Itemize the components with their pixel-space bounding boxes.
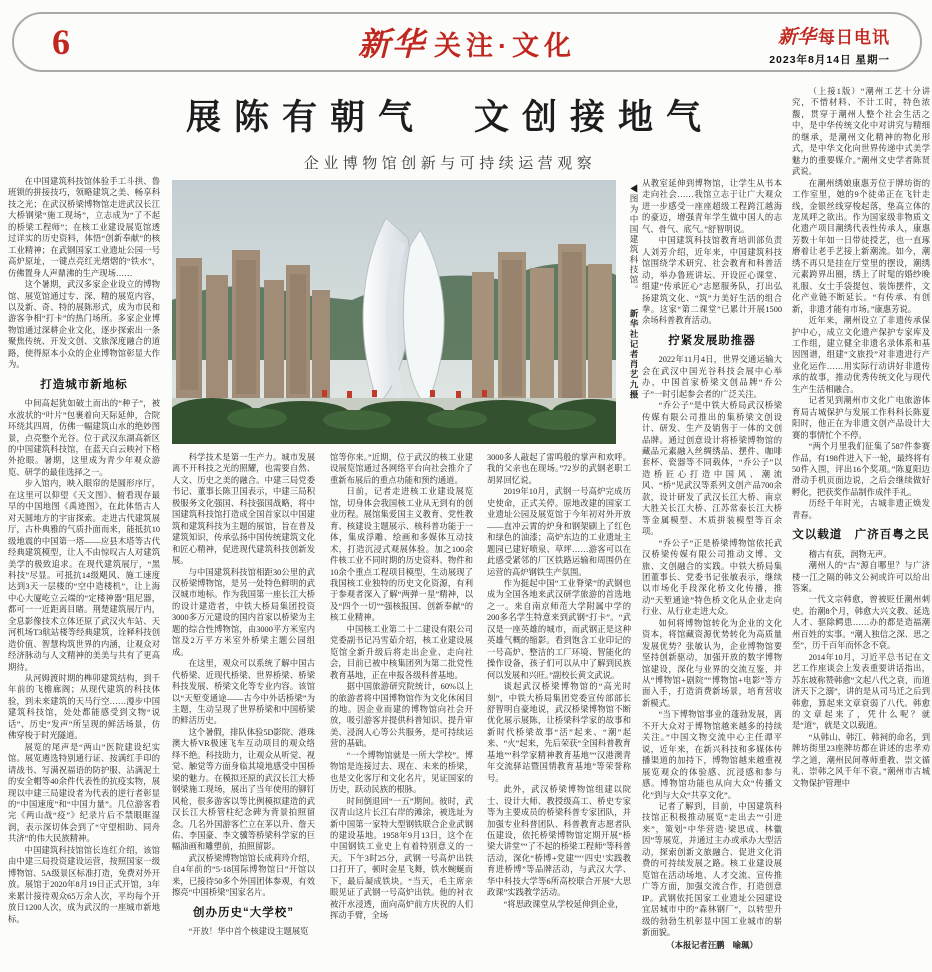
page-header <box>12 12 922 72</box>
text-column-4 <box>487 452 631 966</box>
paragraph: 据中国旅游研究院统计，60%以上的旅游者将中国博物馆作为文化休闲目的地。因企业而建的博物馆向社会开放，吸引游客并提供科普知识、提升审美、浸润人心等公共服务，是可持续运营的基础。 <box>330 682 473 749</box>
paragraph: 此外，武汉桥梁博物馆组建以院士、设计大师、教授级高工、桥史专家等为主要成员的桥梁科普专家团队，并加强专业科普团队、科普教育志愿者队伍建设，依托桥梁博物馆定期开展“桥梁大讲堂”“了不起的桥梁工程师”等科普活动，深化“桥博+党建”“‘四史’实践教育进桥博”等品牌活动，与武汉大学、华中科技大学等6所高校联合开展“大思政课”实践教学活动。 <box>487 785 631 898</box>
subheadline: 企业博物馆创新与可持续运营观察 <box>303 155 597 172</box>
museum-photo <box>172 180 616 444</box>
text-column-3 <box>330 452 473 966</box>
main-headline: 展陈有朝气 文创接地气 <box>185 98 714 137</box>
paragraph: “乔公子”是中铁大桥局武汉桥梁传媒有限公司推出的集桥梁文创设计、研发、生产及销售于一体的文创品牌。通过创意设计将桥梁博物馆的藏品元素融入丝绸绣品、摆件、咖啡套杯、瓷器等不同载体，“乔公子”以造桥匠心打造中国风、潮流风、“桥”见武汉等系列文创产品700余款，设计研发了武汉长江大桥、南京大胜关长江大桥、江苏常泰长江大桥等金属模型、木质拼装模型等百余项。 <box>642 401 782 537</box>
text-column-5 <box>642 178 782 966</box>
paragraph: “从韩山、韩江、韩祠的命名，到牌坊街里23座牌坊都在讲述的忠孝劝学之道，潮州民间尊师重教、崇文循礼、崇韩之风千年不衰。”潮州市古城文物保护管理中 <box>792 732 930 788</box>
masthead-logo: 新华 <box>777 27 816 48</box>
photo-caption <box>617 184 640 446</box>
paragraph: 在这里，观众可以系统了解中国古代桥梁、近现代桥梁、世界桥梁、桥梁科技发展、桥梁文化等专业内容。该馆以“天堑变通途——古今中外话桥梁”为主题，生动呈现了世界桥梁和中国桥梁的鲜活历史。 <box>172 659 315 726</box>
photo-caption-text: ◀图为中国建筑科技馆。 <box>629 184 639 296</box>
headline-block <box>150 90 750 173</box>
paragraph: 中国建筑科技馆教育培训部负责人刘芳介绍，近年来，中国建筑科技馆围绕学术研究、社会教育和科普活动，举办鲁班讲坛、开设匠心课堂、组建“传承匠心”志愿服务队，打出弘扬建筑文化、“筑”力美好生活的组合拳。这家“第二课堂”已累计开展1500余场科普教育活动。 <box>642 236 782 326</box>
section-heading: 拧紧发展助推器 <box>668 334 756 347</box>
byline: （本报记者汪鹏 喻珮） <box>666 940 758 951</box>
paragraph: 2019年10月，武钢一号高炉完成历史使命，正式关停。原地改建的国家工业遗址公园及展览馆于今年初对外开放——直冲云霄的炉身和钢架刷上了红色和绿色的油漆；高炉东边的工业遗址主题园已建好喷泉、草坪……游客可以在此感受紧邻的厂区铁路运输和周围仍在运营的高炉钢铁生产氛围。 <box>487 487 631 577</box>
paragraph: “将思政课堂从学校延伸到企业， <box>503 899 624 909</box>
section-title: 关注·文化 <box>434 31 576 61</box>
paragraph: 展览的尾声是“两山”医院建设纪实馆。展览遴选特别通行证、按满红手印的请战书、写满祝福语的防护服、沾满泥土的安全帽等40余件代表性的抗疫实物，展现以中建三局建设者为代表的逆行者彰显的“中国速度”和“中国力量”。几位游客看完《两山战“疫”》纪录片后不禁眼眶湿润，表示深切体会到了“守望相助、同舟共济”的伟大民族精神。 <box>8 742 160 844</box>
paragraph: 在潮州绣娘康惠芳位于牌坊街的工作室里，她的9个徒弟正在飞针走线，金银丝线穿梭起落，垫高立体的龙凤呼之欲出。作为国家级非物质文化遗产项目潮绣代表性传承人，康惠芳数十年如一日带徒授艺，也一直琢磨着让老手艺接上新潮流。如今，潮绣不再只是挂在厅堂里的摆设，潮绣元素跨界出圈，绣上了时髦的婚纱晚礼服、女士手袋提包、装饰摆件，文化产业链不断延长。“有传承、有创新，非遗才能有市场。”康惠芳说。 <box>792 178 930 314</box>
paragraph: 2022年11月4日，世界交通运输大会在武汉中国光谷科技会展中心举办，中国首家桥梁文创品牌“乔公子”一时引起参会者的广泛关注。 <box>642 355 782 399</box>
paragraph: 一代文宗韩愈，曾被贬任潮州刺史。治潮8个月，韩愈大兴文教、延选人才、驱除鳄患……办的都是造福潮州百姓的实事。“潮人独信之深、思之至”，历千百年而怀念不衰。 <box>792 595 930 651</box>
paragraph: 步入馆内，映入眼帘的是圆形序厅，在这里可以仰望《天文图》、俯看现存最早的中国地图《禹迹图》，在此体悟古人对天圆地方的宇宙探索。走进古代建筑展厅，古朴典雅的气质扑面而来，能抵抗10级地震的中国第一塔——应县木塔等古代经典建筑模型，让人不由惊叹古人对建筑美学的极致追求。在现代建筑展厅，“黑科技”尽显。可抵抗14级飓风、施工速度达到3天一层楼的“空中造楼机”，让上海中心大厦屹立云端的“定楼神器”阻尼器，都可一一近距离目睹。荆楚建筑展厅内，全息影像技术立体还原了武汉火车站、天河机场T3航站楼等经典建筑，诠释科技创造价值、智慧构筑世界的内涵，让观众对经济脉动与人文精神的美美与共有了更高期待。 <box>8 479 160 672</box>
paragraph: 记者了解到，目前，中国建筑科技馆正积极推动展览“走出去”“引进来”，策划“中华营造·梁思成、林徽因”等展览，并通过主办或承办大型活动，探索创新文旅融合、促进文化消费的可持续发展之路。核工业建设展览馆在活动场地、人才交流、宣传推广等方面，加强交流合作，打造创意IP。武钢依托国家工业遗址公园建设宜居城市中的“森林钢厂”，以转型升级的勃勃生机彰显中国工业城市的崭新面貌。 <box>642 802 782 937</box>
paragraph: “当下博物馆事业的蓬勃发展，离不开大众对于博物馆越来越多的持续关注。”中国文物交流中心主任谭平说，近年来，在新兴科技和多媒体传播渠道的加持下，博物馆越来越重视展览观众的体验感、沉浸感和参与感。博物馆功能也从向大众“传播文化”到与大众“共享文化”。 <box>642 710 782 800</box>
paragraph: （上接1版）“潮州工艺十分讲究，不惜材料、不计工时，特色浓馥，贯穿于潮州人整个社会生活之中，是中华传统文化中对讲究与精细的继承，是潮州文化精神的物化形式，是中华文化向世界传递中式美学魅力的重要媒介。”潮州文史学者陈贤武说。 <box>792 87 930 177</box>
paragraph: 与中国建筑科技馆相距30公里的武汉桥梁博物馆，是另一处特色鲜明的武汉城市地标。作为我国第一座长江大桥的设计建造者，中铁大桥局集团投资3000多万元建设的国内首家以桥梁为主题的综合性博物馆，由3000平方米室内馆及2万平方米室外桥梁主题公园组成。 <box>172 567 315 657</box>
masthead <box>769 22 890 67</box>
section-heading: 打造城市新地标 <box>40 378 128 391</box>
paragraph: 从河姆渡时期的榫卯建筑结构，到千年前的飞檐廊阁；从现代建筑的科技体验，到未来建筑的天马行空……漫步中国建筑科技馆，处处都能感受到文物“说话”、历史“发声”所呈现的鲜活场景，仿佛穿梭于时光隧道。 <box>8 674 160 741</box>
masthead-title: 新华 每日电讯 <box>777 27 890 48</box>
text-column-1 <box>8 176 160 966</box>
paragraph: 中国核工业第二十二建设有限公司党委副书记冯雪茹介绍，核工业建设展览馆全新升级后将走出企业、走向社会，目前已被中核集团列为第二批党性教育基地，正在申报各级科普基地。 <box>330 624 473 680</box>
paragraph: 近年来，潮州设立了非遗传承保护中心，成立文化遗产保护专家库及工作组，建立健全非遗名录体系和基因图谱，组建“文旅投”对非遗进行产业化运作……用实际行动讲好非遗传承的故事，推动优秀传统文化与现代生产生活相融合。 <box>792 316 930 394</box>
paragraph: 这个暑期，武汉多家企业设立的博物馆、展览馆通过专、深、精的展览内容，以及新、奇、特的展陈形式，成为市民和游客争相“打卡”的热门场所。多家企业博物馆通过深耕企业文化，逐步探索出一条聚焦传统、开发文创、文旅深度融合的道路，使得原本小众的企业博物馆彰显大作为。 <box>8 280 160 370</box>
paragraph: 2014年10月，习近平总书记在文艺工作座谈会上发表重要讲话指出，苏东坡称赞韩愈“文起八代之衰，而道济天下之溺”，讲的是从司马迁之后到韩愈，算起来文章衰弱了八代。韩愈的文章起来了，凭什么呢？就是“道”，就是文以载道。 <box>792 652 930 731</box>
paragraph: 中间高起犹如破土而出的“种子”，被水波状的“叶片”包裹着向天际延伸，合院环绕其四周，仿佛一幅建筑山水的绝妙图景，点亮整个光谷。位于武汉东湖高新区的中国建筑科技馆，在蓝天白云映衬下格外抢眼。暑期，这里成为青少年观众游览、研学的最佳选择之一。 <box>8 399 160 477</box>
text-column-2 <box>172 452 315 966</box>
paragraph: 武汉桥梁博物馆馆长成莉玲介绍，自4年前的“5·18国际博物馆日”开馆以来，已接待50多个外国团体参观，有效擦亮“中国桥梁”国家名片。 <box>172 853 315 898</box>
paragraph: “两个月里我们征集了587件参赛作品，有198件进入下一轮，最终将有50件入围，评出16个奖项。”陈夏阳边滑动手机页面边说，之后会继续做好孵化，把获奖作品制作成伴手礼。 <box>792 442 930 497</box>
paragraph: 馆等你来。”近期，位于武汉的核工业建设展览馆通过各网络平台向社会推介了重新布展后的重点功能和预约通道。 <box>330 453 473 485</box>
paragraph: 潮州人的“古”源自哪里？与广济楼一江之隔的韩文公祠或许可以给出答案。 <box>792 561 930 594</box>
paragraph: 中国建筑科技馆馆长连红介绍，该馆由中建三局投资建设运营，按照国家一级博物馆、5A级景区标准打造，免费对外开放。展馆于2020年8月19日正式开馆，3年来累计接待观众65万余人次，平均每个开放日1200人次，成为武汉的一座城市新地标。 <box>8 845 160 924</box>
paragraph: 从教室延伸到博物馆，让学生从书本走向社会……我馆立志于让广大观众进一步感受一座座超级工程跨江越海的豪迈，增强青年学生做中国人的志气、骨气、底气。”舒智明说。 <box>642 179 782 234</box>
paragraph: 记者见到潮州市文化广电旅游体育局古城保护与发展工作科科长陈夏阳时，他正在为非遗文创产品设计大赛的事情忙个不停。 <box>792 396 930 440</box>
xinhua-logo: 新华 <box>357 25 426 63</box>
paragraph: 在中国建筑科技馆体验手工斗拱、鲁班锁的拼接技巧，领略建筑之美、畅享科技之光；在武汉桥梁博物馆走进武汉长江大桥钢梁“施工现场”，立志成为“了不起的桥梁工程师”；在核工业建设展览馆透过详实的历史资料，体悟“创新奉献”的核工业精神；在武钢国家工业遗址公园一号高炉原址，一键点亮红光熠熠的“铁水”，仿佛置身人声鼎沸的生产现场…… <box>8 177 160 278</box>
paragraph: 作为挺起中国“工业脊梁”的武钢也成为全国各地来武汉研学旅游的首选地之一。来自南京师范大学附属中学的200多名学生特意来到武钢“打卡”。“武汉是一座英雄的城市，而武钢正是这种英雄气概的缩影。看到饱含工业印记的一号高炉、整洁的工厂环境、智能化的操作设备，孩子们可以从中了解到民族何以发展和兴旺。”副校长黄文武说。 <box>487 578 631 680</box>
paragraph: “一个博物馆就是一所大学校”。博物馆是连接过去、现在、未来的桥梁，也是文化客厅和文化名片，见证国家的历史，跃动民族的根脉。 <box>330 750 473 795</box>
paragraph: 稽古有获，润物无声。 <box>808 549 892 559</box>
paragraph: 科学技术是第一生产力。城市发展离不开科技之光的照耀，也需要自然、人文、历史之美的融合。中建三局党委书记、董事长陈卫国表示，中建三局积极服务文化强国、科技强国战略，将中国建筑科技馆打造成全国首家以中国建筑和建筑科技为主题的展馆，旨在普及建筑知识，传承弘扬中国传统建筑文化和匠心精神，促进现代建筑科技创新发展。 <box>172 453 315 566</box>
museum-photo-illustration <box>172 180 616 444</box>
text-column-continued-article <box>792 86 930 966</box>
paragraph: “乔公子”正是桥梁博物馆依托武汉桥梁传媒有限公司推动文博、文旅、文创融合的实践。中铁大桥局集团董事长、党委书记张敏表示，继续以市场化手段深化桥文化传播，推动“天堑通途”特色桥文化从企业走向行业、从行业走进大众。 <box>642 538 782 617</box>
section-heading: 文以载道 广济百粤之民 <box>792 529 930 542</box>
paragraph: 如何将博物馆转化为企业的文化资本，将馆藏资源优势转化为高质量发展优势？张敏认为，企业博物馆要坚持创新驱动，加强开放的数字博物馆建设，深化与业界的交流互鉴，并从“博物馆+剧院”“博物馆+电影”等方面入手，打造消费新场景，培育营收新模式。 <box>642 618 782 708</box>
paragraph: 日前，记者走进核工业建设展览馆，切身体会我国核工业从无到有的创业历程。展馆集爱国主义教育、党性教育、核建设主题展示、核科普功能于一体，集成浮雕、绘画和多媒体互动技术，打造沉浸式观展体验。加之100余件核工业不同时期的历史资料、物件和10余个重点工程项目模型，生动展现了我国核工业独特的历史文化资源，有利于参观者深入了解“两弹一星”精神，以及“四个一切”“强核报国、创新奉献”的核工业精神。 <box>330 487 473 623</box>
paragraph: 时间倒退回“一五”期间。彼时，武汉青山这片长江右岸的滩涂，被选址为新中国第一家特大型钢铁联合企业武钢的建设基地。1958年9月13日，这个在中国钢铁工业史上有着特别意义的一天。下午3时25分，武钢一号高炉出铁口打开了，顿时金星飞舞，铁水蜿蜒而下，最后凝成铁块。“当天，毛主席亲眼见证了武钢一号高炉出铁。他的衬衣被汗水浸透，面向高炉前方庆祝的人们挥动手臂，全场 <box>330 796 473 921</box>
publication-date: 2023年8月14日 星期一 <box>769 54 890 66</box>
paragraph: “开放！华中首个核建设主题展览 <box>188 927 309 937</box>
paragraph: 历经千年时光，古城非遗正焕发青春。 <box>792 499 930 520</box>
paragraph: 3000多人敲起了雷鸣般的掌声和欢呼。我的父亲也在现场。”72岁的武钢老职工胡昇回忆说。 <box>487 453 631 485</box>
section-heading: 创办历史“大学校” <box>193 906 294 919</box>
photo-credit: 新华社记者肖艺九摄 <box>629 309 639 401</box>
page-number: 6 <box>52 22 70 62</box>
paragraph: 谈起武汉桥梁博物馆的“高光时刻”，中铁大桥局集团党委宣传部部长舒智明自豪地说，武汉桥梁博物馆不断优化展示展陈，让桥梁科学家的故事和新时代桥梁故事“活”起来、“潮”起来、“火”起来，先后荣获“全国科普教育基地”“科学家精神教育基地”“汉港澳青年交流驿站暨国情教育基地”等荣誉称号。 <box>487 682 631 783</box>
paragraph: 这个暑假，排队体验5D影院、港珠澳大桥VR极速飞车互动项目的观众络绎不绝。科技助力，让观众从听觉、视觉、触觉等方面身临其境地感受中国桥梁的魅力。在模拟还原的武汉长江大桥钢梁施工现场，展出了当年使用的铆钉风枪，很多游客以等比例模拟建造的武汉长江大桥管柱纪念碑为背景拍照留念。几名外国游客伫立在茅以升、詹天佑、李国豪、李文骥等桥梁科学家的巨幅油画和雕塑前，拍照留影。 <box>172 727 315 852</box>
